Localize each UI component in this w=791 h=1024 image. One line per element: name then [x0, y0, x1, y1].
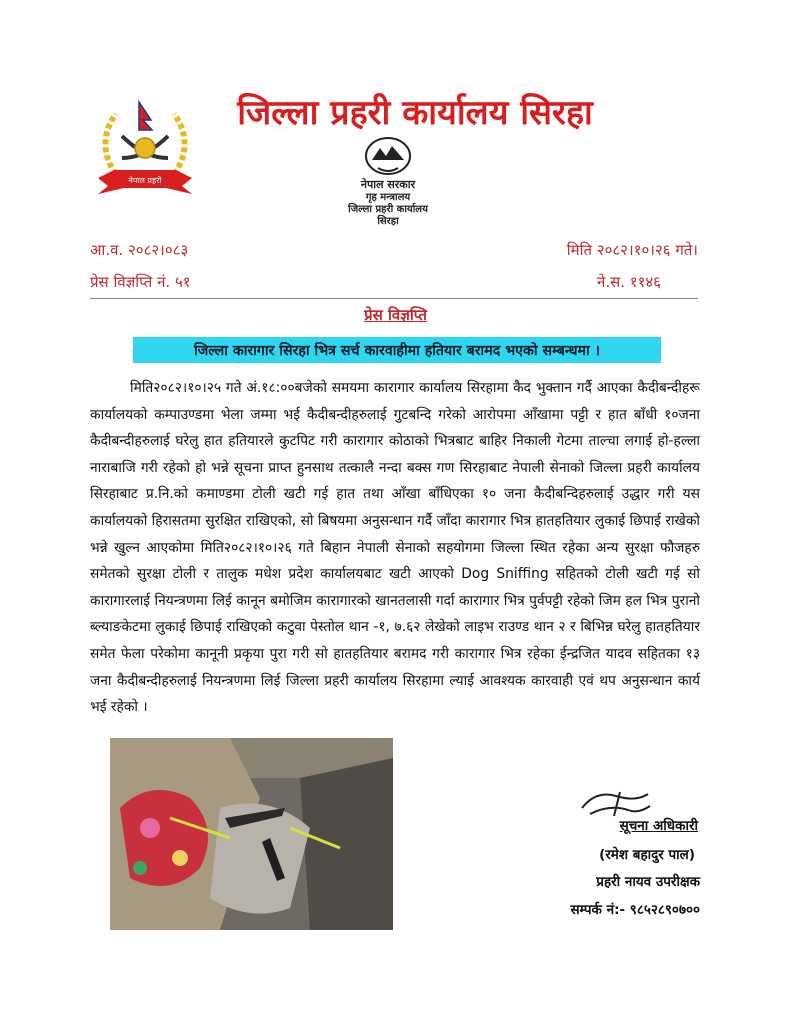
recovered-weapons-photo: [110, 738, 393, 930]
nepal-sambat-number: ने.स. ११४६: [597, 273, 661, 291]
subject-line: जिल्ला कारागार सिरहा भित्र सर्च कारवाहीमा हतियार बरामद भएको सम्बन्धमा ।: [194, 343, 600, 359]
nepal-government-seal-icon: [322, 134, 454, 226]
page-title: जिल्ला प्रहरी कार्यालय सिरहा: [237, 93, 593, 133]
signatory-rank: प्रहरी नायव उपरीक्षक: [596, 874, 700, 890]
svg-text:नेपाल प्रहरी: नेपाल प्रहरी: [128, 176, 162, 185]
fiscal-year: आ.व. २०८२।०८३: [90, 241, 189, 259]
release-date: मिति २०८२।१०।२६ गते।: [566, 241, 698, 259]
signatory-contact: सम्पर्क नं:- ९८५२८९०७००: [570, 902, 700, 918]
signature-mark: [576, 786, 656, 820]
divider: [90, 298, 698, 299]
signatory-name: (रमेश बहादुर पाल): [599, 847, 695, 863]
svg-text:सिरहा: सिरहा: [377, 216, 399, 226]
signatory-title: सूचना अधिकारी: [619, 818, 698, 834]
svg-text:गृह मन्त्रालय: गृह मन्त्रालय: [365, 192, 411, 203]
svg-text:जिल्ला प्रहरी कार्यालय: जिल्ला प्रहरी कार्यालय: [348, 204, 428, 215]
press-release-number: प्रेस विज्ञप्ति नं. ५१: [90, 273, 191, 291]
svg-text:नेपाल सरकार: नेपाल सरकार: [360, 178, 416, 191]
press-release-heading: प्रेस विज्ञप्ति: [364, 306, 427, 324]
nepal-police-emblem-icon: [96, 96, 194, 202]
body-paragraph: मिति२०८२।१०।२५ गते अं.१८:००बजेको समयमा कारागार कार्यालय सिरहामा कैद भुक्तान गर्दै आएका कैदीबन्दीहरू कार्यालयको कम्पाउण्डमा भेला जम्मा भई कैदीबन्दीहरुलाई गुटबन्दि गरेको आरोपमा आँखामा पट्टी र हात बाँधी १०जना कैदीबन्दीहरुलाई घरेलु हात हतियारले कुटपिट गरी कारागार कोठाको भित्रबाट बाहिर निकाली गेटमा ताल्चा लगाई हो-हल्ला नाराबाजि गरी रहेको हो भन्ने सूचना प्राप्त हुनसाथ तत्कालै नन्दा बक्स गण सिरहाबाट नेपाली सेनाको जिल्ला प्रहरी कार्यालय सिरहाबाट प्र.नि.को कमाण्डमा टोली खटी गई हात तथा आँखा बाँधिएका १० जना कैदीबन्दिहरुलाई उद्धार गरी यस कार्यालयको हिरासतमा सुरक्षित राखिएको, सो बिषयमा अनुसन्धान गर्दै जाँदा कारागार भित्र हातहतियार लुकाई छिपाई राखेको भन्ने खुल्न आएकोमा मिति२०८२।१०।२६ गते बिहान नेपाली सेनाको सहयोगमा जिल्ला स्थित रहेका अन्य सुरक्षा फौजहरु समेतको सुरक्षा टोली र तालुक मधेश प्रदेश कार्यालयबाट खटी आएको Dog Sniffing सहितको टोली खटी गई सो कारागारलाई नियन्त्रणमा लिई कानून बमोजिम कारागारको खानतलासी गर्दा कारागार भित्र पुर्वपट्टी रहेको जिम हल भित्र पुरानो ब्ल्याङकेटमा लुकाई छिपाई राखिएको कटुवा पेस्तोल थान -१, ७.६२ लेखेको लाइभ राउण्ड थान २ र बिभिन्न घरेलु हातहतियार समेत फेला परेकोमा कानूनी प्रकृया पुरा गरी सो हातहतियार बरामद गरी कारागार भित्र रहेका ईन्द्रजित यादव सहितका १३ जना कैदीबन्दीहरुलाई नियन्त्रणमा लिई जिल्ला प्रहरी कार्यालय सिरहामा ल्याई आवश्यक कारवाही एवं थप अनुसन्धान कार्य भई रहेको ।: [90, 380, 700, 716]
